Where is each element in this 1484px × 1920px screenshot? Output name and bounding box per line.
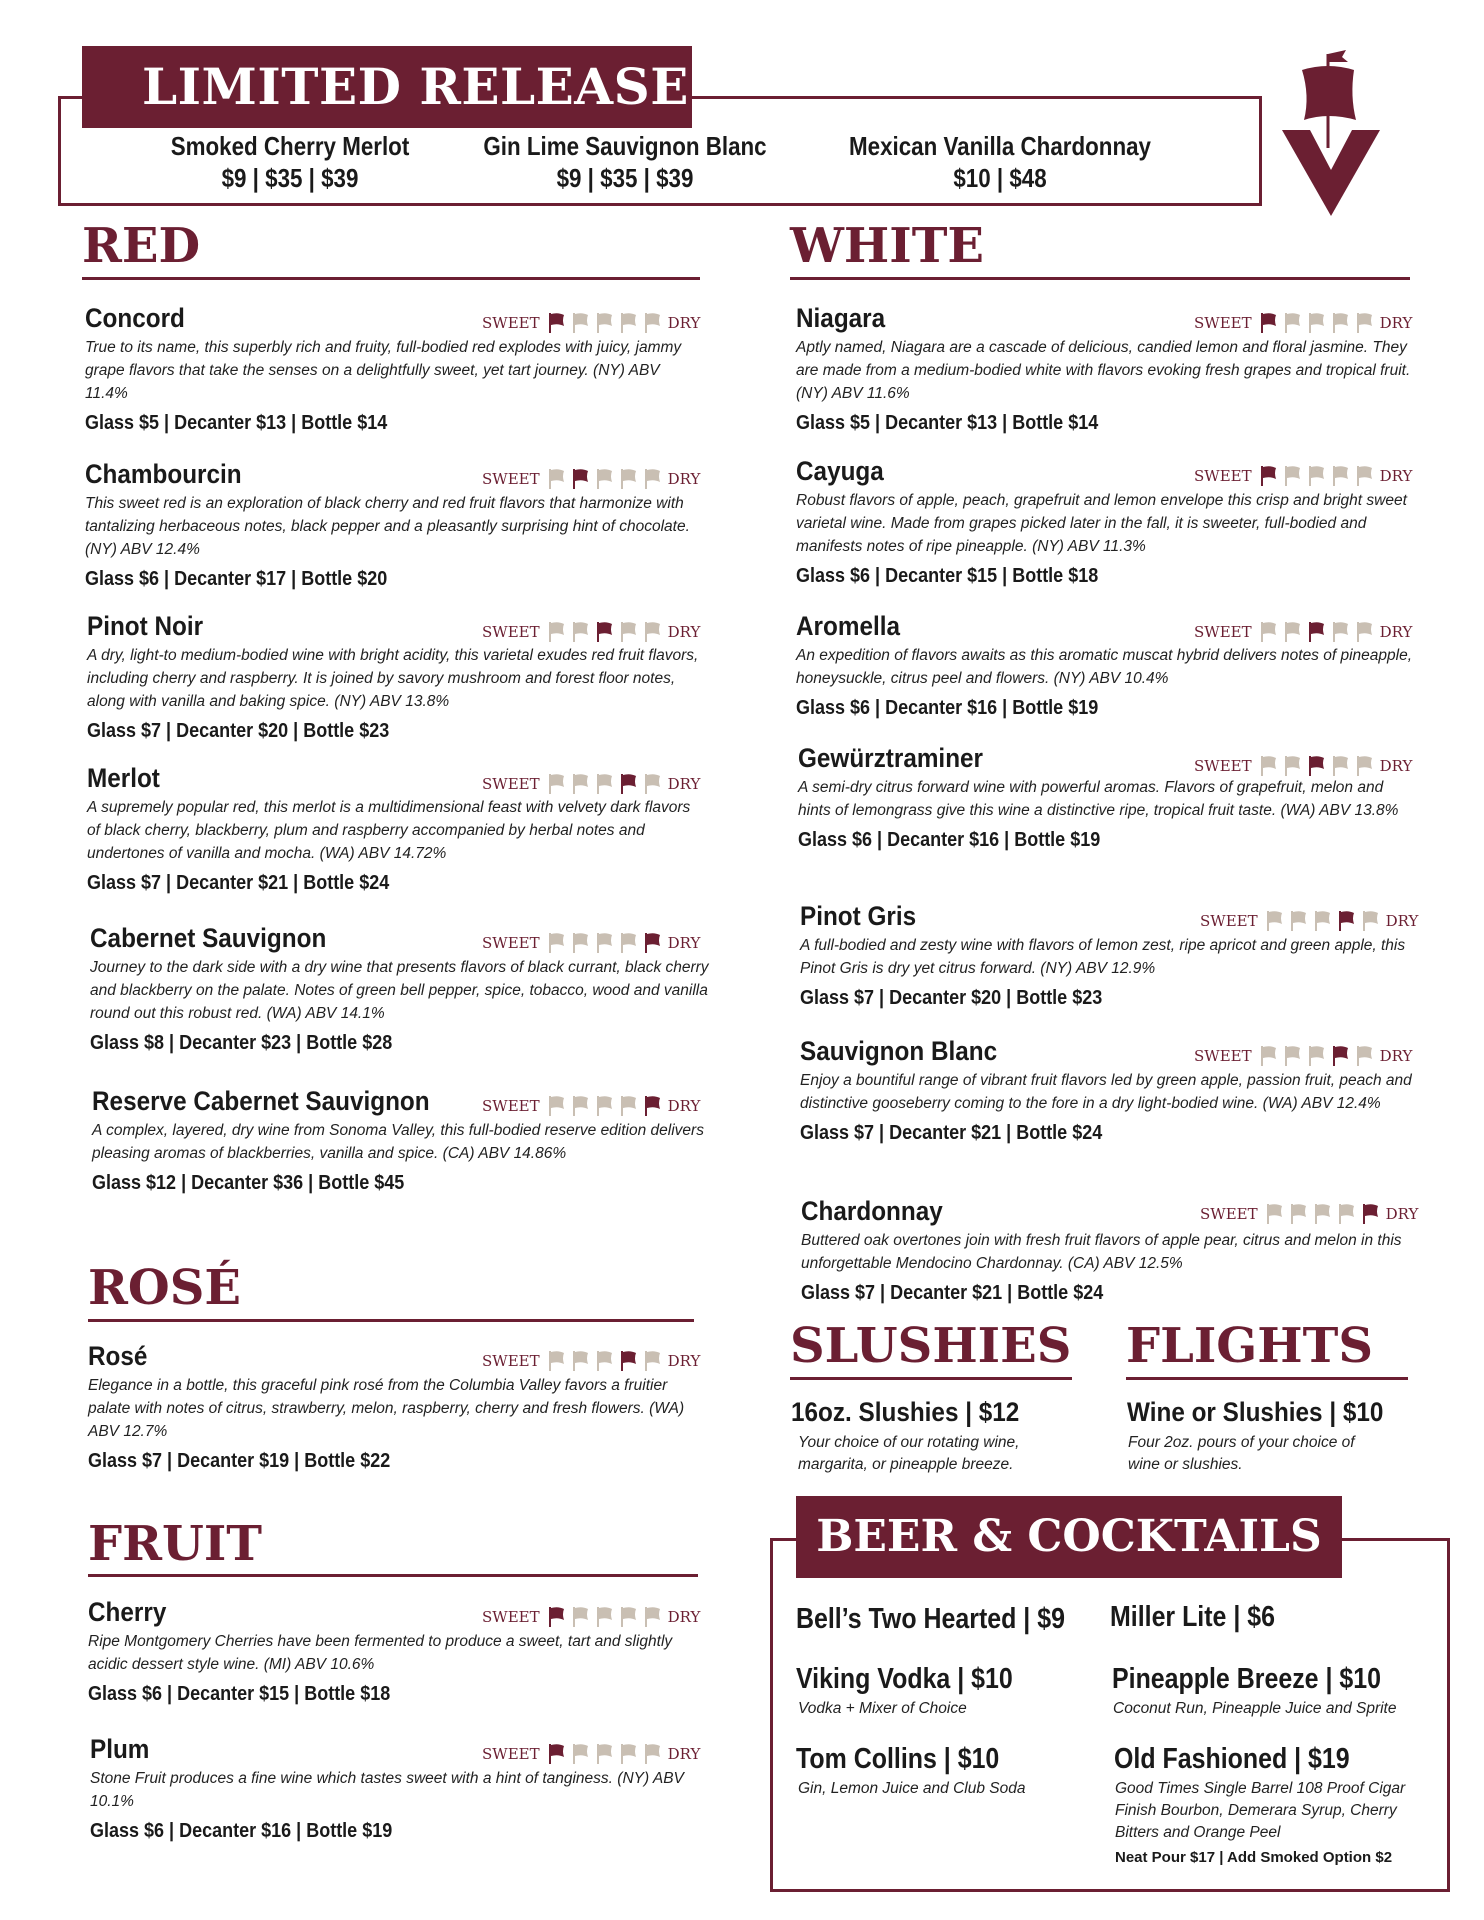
- old-fashioned-note: Neat Pour $17 | Add Smoked Option $2: [1115, 1849, 1393, 1866]
- flag-icon: [570, 932, 590, 954]
- limited-item-price: $10 | $48: [953, 163, 1047, 193]
- sweet-label: SWEET: [482, 1352, 540, 1370]
- dry-label: DRY: [1379, 1047, 1413, 1065]
- section-title-fruit: FRUIT: [88, 1516, 262, 1572]
- dry-label: DRY: [667, 1745, 701, 1763]
- flag-icon: [1258, 755, 1278, 777]
- dry-label: DRY: [667, 314, 701, 332]
- flag-icon-active: [1306, 755, 1326, 777]
- sweet-label: SWEET: [482, 934, 540, 952]
- limited-item-price: $9 | $35 | $39: [221, 163, 359, 193]
- flag-icon-active: [642, 932, 662, 954]
- flag-icon: [1306, 1045, 1326, 1067]
- flag-icon: [594, 1095, 614, 1117]
- sweetness-scale: [1190, 621, 1416, 643]
- wine-price: Glass $6 | Decanter $15 | Bottle $18: [88, 1683, 391, 1705]
- drink-name: Miller Lite | $6: [1110, 1601, 1275, 1633]
- flag-icon: [618, 932, 638, 954]
- flag-icon-active: [594, 621, 614, 643]
- sweet-label: SWEET: [482, 314, 540, 332]
- flag-icon-active: [1306, 621, 1326, 643]
- dry-label: DRY: [1379, 757, 1413, 775]
- flag-icon: [546, 1350, 566, 1372]
- sweet-label: SWEET: [1194, 623, 1252, 641]
- wine-description: A full-bodied and zesty wine with flavors of lemon zest, ripe apricot and green apple, this Pinot Gris is dry yet citrus forward. (NY) ABV 12.9%: [800, 937, 1406, 977]
- flag-icon: [546, 773, 566, 795]
- flag-icon: [618, 1743, 638, 1765]
- wine-description: A dry, light-to medium-bodied wine with bright acidity, this varietal exudes red fruit flavors, including cherry and raspberry. It is joined by savory mushroom and forest floor notes, along with vanilla and baking spice. (NY) ABV 13.8%: [87, 647, 699, 710]
- wine-price: Glass $8 | Decanter $23 | Bottle $28: [90, 1032, 393, 1054]
- wine-name: Niagara: [796, 303, 886, 333]
- wine-name: Sauvignon Blanc: [800, 1036, 998, 1066]
- divider: [1126, 1377, 1408, 1380]
- wine-price: Glass $7 | Decanter $21 | Bottle $24: [801, 1282, 1104, 1304]
- wine-description: Elegance in a bottle, this graceful pink rosé from the Columbia Valley favors a fruitier palate with notes of citrus, strawberry, melon, raspberry, cherry and fresh flowers. (WA) ABV 12.7%: [88, 1377, 685, 1440]
- sweet-label: SWEET: [482, 623, 540, 641]
- limited-release-title: LIMITED RELEASE: [82, 46, 692, 128]
- wine-description: Aptly named, Niagara are a cascade of delicious, candied lemon and floral jasmine. They are made from a medium-bodied white with flavors evoking fresh grapes and tropical fruit. (NY) ABV 11.6%: [796, 339, 1411, 402]
- divider: [88, 1319, 694, 1322]
- sweet-label: SWEET: [482, 1745, 540, 1763]
- drink-description: Good Times Single Barrel 108 Proof Cigar Finish Bourbon, Demerara Syrup, Cherry Bitters and Orange Peel: [1115, 1780, 1406, 1841]
- wine-description: Buttered oak overtones join with fresh fruit flavors of apple pear, citrus and melon in this unforgettable Mendocino Chardonnay. (CA) ABV 12.5%: [801, 1232, 1402, 1272]
- divider: [790, 277, 1410, 280]
- drink-name: Pineapple Breeze | $10: [1112, 1663, 1381, 1695]
- flag-icon: [570, 1350, 590, 1372]
- sweetness-scale: [478, 621, 704, 643]
- sweetness-scale: [478, 773, 704, 795]
- wine-price: Glass $6 | Decanter $17 | Bottle $20: [85, 568, 388, 590]
- flag-icon: [1306, 465, 1326, 487]
- limited-item-price: $9 | $35 | $39: [556, 163, 694, 193]
- flag-icon: [546, 932, 566, 954]
- flag-icon: [1354, 755, 1374, 777]
- wine-description: Enjoy a bountiful range of vibrant fruit flavors led by green apple, passion fruit, peach and distinctive gooseberry coming to the fore in a dry light-bodied wine. (WA) ABV 12.4%: [800, 1072, 1412, 1112]
- flag-icon: [570, 621, 590, 643]
- sweetness-scale: [478, 932, 704, 954]
- beer-cocktails-title: BEER & COCKTAILS: [796, 1496, 1342, 1578]
- wine-name: Chambourcin: [85, 459, 242, 489]
- wine-price: Glass $7 | Decanter $21 | Bottle $24: [800, 1122, 1103, 1144]
- flag-icon: [1354, 621, 1374, 643]
- flag-icon: [1330, 755, 1350, 777]
- sweetness-scale: [478, 1606, 704, 1628]
- sweetness-scale: [478, 1743, 704, 1765]
- sweet-label: SWEET: [482, 470, 540, 488]
- sweet-label: SWEET: [482, 1608, 540, 1626]
- flag-icon-active: [1258, 312, 1278, 334]
- flag-icon: [618, 1095, 638, 1117]
- dry-label: DRY: [667, 623, 701, 641]
- flag-icon: [1354, 1045, 1374, 1067]
- wine-description: An expedition of flavors awaits as this aromatic muscat hybrid delivers notes of pineapple, honeysuckle, citrus peel and flowers. (NY) ABV 10.4%: [796, 647, 1413, 687]
- wine-name: Cabernet Sauvignon: [90, 923, 327, 953]
- flag-icon: [1282, 465, 1302, 487]
- wine-name: Cayuga: [796, 456, 884, 486]
- flag-icon: [618, 312, 638, 334]
- sweetness-scale: [1196, 1203, 1422, 1225]
- wine-name: Cherry: [88, 1597, 167, 1627]
- sweet-label: SWEET: [1200, 912, 1258, 930]
- flag-icon: [594, 1606, 614, 1628]
- flag-icon-active: [1360, 1203, 1380, 1225]
- flag-icon: [594, 312, 614, 334]
- drink-name: Viking Vodka | $10: [796, 1663, 1013, 1695]
- flag-icon-active: [642, 1095, 662, 1117]
- wine-price: Glass $7 | Decanter $20 | Bottle $23: [87, 720, 390, 742]
- wine-price: Glass $7 | Decanter $19 | Bottle $22: [88, 1450, 391, 1472]
- flag-icon: [642, 312, 662, 334]
- wine-price: Glass $6 | Decanter $16 | Bottle $19: [798, 829, 1101, 851]
- flights-description: Four 2oz. pours of your choice of wine or slushies.: [1128, 1434, 1355, 1473]
- flag-icon: [570, 312, 590, 334]
- flag-icon: [546, 468, 566, 490]
- flag-icon-active: [546, 1606, 566, 1628]
- flag-icon: [570, 1606, 590, 1628]
- flag-icon: [1354, 465, 1374, 487]
- wine-name: Concord: [85, 303, 185, 333]
- drink-description: Coconut Run, Pineapple Juice and Sprite: [1113, 1700, 1397, 1717]
- flag-icon-active: [618, 773, 638, 795]
- limited-item-name: Mexican Vanilla Chardonnay: [849, 131, 1151, 161]
- section-title-flights: FLIGHTS: [1126, 1318, 1374, 1374]
- drink-name: Old Fashioned | $19: [1114, 1743, 1350, 1775]
- sweet-label: SWEET: [482, 775, 540, 793]
- sweet-label: SWEET: [1194, 757, 1252, 775]
- drink-name: Bell’s Two Hearted | $9: [796, 1603, 1065, 1635]
- dry-label: DRY: [1379, 623, 1413, 641]
- wine-name: Chardonnay: [801, 1196, 943, 1226]
- flag-icon: [594, 932, 614, 954]
- divider: [88, 1574, 698, 1577]
- wine-name: Aromella: [796, 611, 900, 641]
- sweetness-scale: [478, 1350, 704, 1372]
- flag-icon: [618, 621, 638, 643]
- wine-description: True to its name, this superbly rich and fruity, full-bodied red explodes with juicy, jammy grape flavors that take the senses on a delightfully sweet, yet tart journey. (NY) ABV 11.4%: [85, 339, 682, 402]
- sweetness-scale: [1190, 1045, 1416, 1067]
- flag-icon: [570, 773, 590, 795]
- flag-icon-active: [570, 468, 590, 490]
- dry-label: DRY: [1379, 314, 1413, 332]
- dry-label: DRY: [1385, 1205, 1419, 1223]
- flag-icon: [570, 1095, 590, 1117]
- wine-description: Ripe Montgomery Cherries have been fermented to produce a sweet, tart and slightly acidic dessert style wine. (MI) ABV 10.6%: [88, 1633, 673, 1673]
- wine-name: Plum: [90, 1734, 150, 1764]
- wine-price: Glass $7 | Decanter $20 | Bottle $23: [800, 987, 1103, 1009]
- flights-item: Wine or Slushies | $10: [1127, 1397, 1384, 1427]
- flag-icon: [1336, 1203, 1356, 1225]
- wine-name: Rosé: [88, 1341, 148, 1371]
- dry-label: DRY: [667, 470, 701, 488]
- flag-icon: [1282, 621, 1302, 643]
- wine-description: This sweet red is an exploration of black cherry and red fruit flavors that harmonize with tantalizing herbaceous notes, black pepper and a pleasantly surprising hint of chocolate. (NY) ABV 12.4%: [85, 495, 690, 558]
- dry-label: DRY: [1385, 912, 1419, 930]
- flag-icon: [546, 621, 566, 643]
- section-title-slushies: SLUSHIES: [790, 1318, 1072, 1374]
- wine-description: A complex, layered, dry wine from Sonoma Valley, this full-bodied reserve edition delivers pleasing aromas of blackberries, vanilla and spice. (CA) ABV 14.86%: [92, 1122, 704, 1162]
- limited-item: [845, 130, 1155, 194]
- wine-price: Glass $6 | Decanter $16 | Bottle $19: [90, 1820, 393, 1842]
- wine-price: Glass $5 | Decanter $13 | Bottle $14: [796, 412, 1099, 434]
- divider: [790, 1377, 1072, 1380]
- wine-description: Robust flavors of apple, peach, grapefruit and lemon envelope this crisp and bright sweet varietal wine. Made from grapes picked later in the fall, it is sweeter, full-bodied and manifests notes of ripe pineapple. (NY) ABV 11.3%: [796, 492, 1407, 555]
- viking-ship-logo: [1276, 48, 1386, 218]
- slushies-description: Your choice of our rotating wine, margarita, or pineapple breeze.: [798, 1434, 1020, 1473]
- flag-icon-active: [618, 1350, 638, 1372]
- flag-icon: [1306, 312, 1326, 334]
- dry-label: DRY: [667, 1352, 701, 1370]
- wine-name: Merlot: [87, 763, 160, 793]
- sweet-label: SWEET: [1194, 467, 1252, 485]
- flag-icon: [642, 468, 662, 490]
- section-title-white: WHITE: [790, 218, 985, 274]
- wine-description: Journey to the dark side with a dry wine that presents flavors of black currant, black cherry and blackberry on the palate. Notes of green bell pepper, spice, tobacco, wood and vanilla round out this robust red. (WA) ABV 14.1%: [90, 959, 709, 1022]
- sweet-label: SWEET: [1200, 1205, 1258, 1223]
- flag-icon: [642, 1743, 662, 1765]
- sweetness-scale: [1196, 910, 1422, 932]
- flag-icon: [642, 621, 662, 643]
- flag-icon: [1312, 910, 1332, 932]
- flag-icon-active: [1336, 910, 1356, 932]
- flag-icon: [642, 1350, 662, 1372]
- wine-price: Glass $5 | Decanter $13 | Bottle $14: [85, 412, 388, 434]
- flag-icon-active: [1258, 465, 1278, 487]
- dry-label: DRY: [667, 775, 701, 793]
- flag-icon: [1354, 312, 1374, 334]
- slushies-item: 16oz. Slushies | $12: [791, 1397, 1020, 1427]
- wine-name: Reserve Cabernet Sauvignon: [92, 1086, 430, 1116]
- limited-item-name: Smoked Cherry Merlot: [170, 131, 410, 161]
- flag-icon: [570, 1743, 590, 1765]
- flag-icon: [594, 1743, 614, 1765]
- flag-icon: [1330, 621, 1350, 643]
- sweetness-scale: [478, 468, 704, 490]
- flag-icon: [618, 468, 638, 490]
- section-title-red: RED: [82, 218, 201, 274]
- wine-description: Stone Fruit produces a fine wine which tastes sweet with a hint of tanginess. (NY) ABV 10.1%: [90, 1770, 684, 1810]
- flag-icon-active: [1330, 1045, 1350, 1067]
- wine-price: Glass $6 | Decanter $15 | Bottle $18: [796, 565, 1099, 587]
- section-title-rose: ROSÉ: [88, 1260, 241, 1316]
- wine-description: A supremely popular red, this merlot is a multidimensional feast with velvety dark flavors of black cherry, blackberry, plum and raspberry accompanied by herbal notes and undertones of vanilla and mocha. (WA) ABV 14.72%: [87, 799, 691, 862]
- wine-price: Glass $7 | Decanter $21 | Bottle $24: [87, 872, 390, 894]
- dry-label: DRY: [667, 1097, 701, 1115]
- drink-description: Vodka + Mixer of Choice: [798, 1700, 967, 1717]
- flag-icon: [1258, 621, 1278, 643]
- wine-name: Pinot Gris: [800, 901, 917, 931]
- flag-icon: [1282, 755, 1302, 777]
- flag-icon: [1360, 910, 1380, 932]
- flag-icon: [1258, 1045, 1278, 1067]
- wine-name: Gewürztraminer: [798, 743, 984, 773]
- divider: [82, 277, 700, 280]
- limited-item: [483, 130, 767, 194]
- flag-icon: [618, 1606, 638, 1628]
- sweetness-scale: [478, 312, 704, 334]
- flag-icon: [1264, 1203, 1284, 1225]
- flag-icon: [642, 1606, 662, 1628]
- flag-icon: [594, 773, 614, 795]
- sweet-label: SWEET: [1194, 314, 1252, 332]
- drink-description: Gin, Lemon Juice and Club Soda: [798, 1780, 1026, 1797]
- flag-icon: [1264, 910, 1284, 932]
- sweetness-scale: [1190, 755, 1416, 777]
- flag-icon: [1282, 1045, 1302, 1067]
- wine-description: A semi-dry citrus forward wine with powerful aromas. Flavors of grapefruit, melon and hints of lemongrass give this wine a distinctive ripe, tropical fruit taste. (WA) ABV 13.8%: [798, 779, 1399, 819]
- limited-item-name: Gin Lime Sauvignon Blanc: [483, 131, 767, 161]
- limited-item: [170, 130, 411, 194]
- sweetness-scale: [1190, 465, 1416, 487]
- flag-icon: [1330, 465, 1350, 487]
- flag-icon: [1288, 1203, 1308, 1225]
- dry-label: DRY: [1379, 467, 1413, 485]
- sweetness-scale: [1190, 312, 1416, 334]
- flag-icon: [1312, 1203, 1332, 1225]
- wine-name: Pinot Noir: [87, 611, 204, 641]
- flag-icon: [594, 468, 614, 490]
- wine-price: Glass $12 | Decanter $36 | Bottle $45: [92, 1172, 405, 1194]
- flag-icon-active: [546, 1743, 566, 1765]
- flag-icon-active: [546, 312, 566, 334]
- drink-name: Tom Collins | $10: [796, 1743, 1000, 1775]
- flag-icon: [1288, 910, 1308, 932]
- flag-icon: [1330, 312, 1350, 334]
- flag-icon: [546, 1095, 566, 1117]
- dry-label: DRY: [667, 1608, 701, 1626]
- wine-price: Glass $6 | Decanter $16 | Bottle $19: [796, 697, 1099, 719]
- sweet-label: SWEET: [482, 1097, 540, 1115]
- flag-icon: [594, 1350, 614, 1372]
- flag-icon: [1282, 312, 1302, 334]
- sweetness-scale: [478, 1095, 704, 1117]
- dry-label: DRY: [667, 934, 701, 952]
- flag-icon: [642, 773, 662, 795]
- sweet-label: SWEET: [1194, 1047, 1252, 1065]
